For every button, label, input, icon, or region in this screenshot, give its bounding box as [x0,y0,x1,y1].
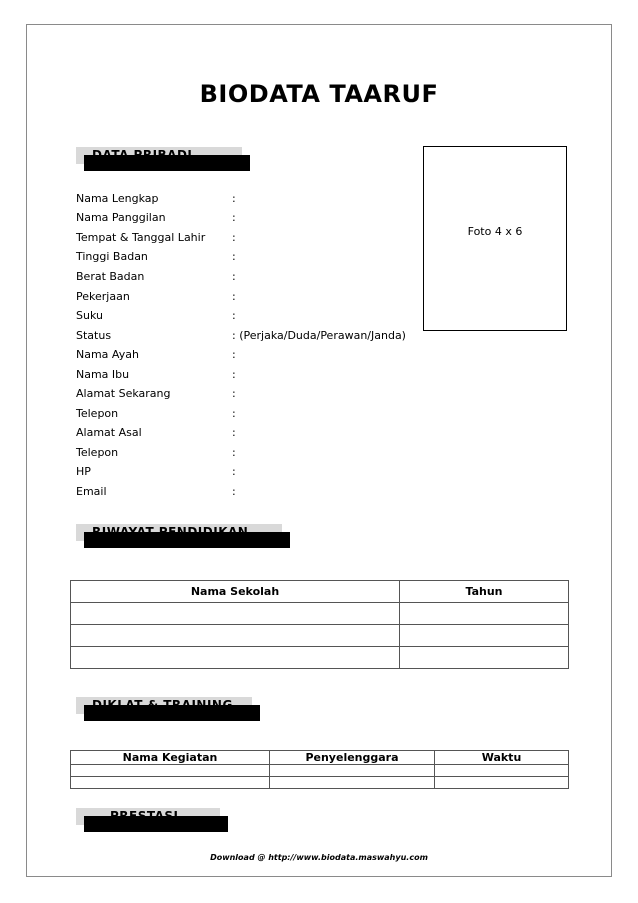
table-cell [435,777,569,789]
field-value: : [232,348,236,361]
field-value: : [232,446,236,459]
field-label: Berat Badan [76,270,145,283]
table-cell [400,647,569,669]
training-table [70,750,569,789]
table-row [71,625,569,647]
table-cell [400,625,569,647]
field-label: Email [76,485,107,498]
education-table [70,580,569,669]
field-value: : [232,211,236,224]
field-value: : [232,407,236,420]
table-cell [435,765,569,777]
photo-label: Foto 4 x 6 [467,225,523,238]
field-value: : [232,192,236,205]
field-label: Alamat Sekarang [76,387,171,400]
table-cell [71,603,400,625]
field-label: HP [76,465,91,478]
field-value: : (Perjaka/Duda/Perawan/Janda) [232,329,406,342]
column-header-nama-sekolah: Nama Sekolah [71,581,400,603]
field-label: Nama Ayah [76,348,139,361]
table-header-row [71,581,569,603]
column-header-tahun: Tahun [400,581,569,603]
column-header-nama-kegiatan: Nama Kegiatan [71,751,270,765]
table-header-row [71,751,569,765]
field-label: Nama Lengkap [76,192,159,205]
field-label: Tinggi Badan [76,250,148,263]
field-label: Alamat Asal [76,426,142,439]
field-value: : [232,270,236,283]
table-cell [270,765,435,777]
photo-placeholder [423,146,567,331]
field-value: : [232,231,236,244]
field-label: Telepon [76,446,119,459]
page-title: BIODATA TAARUF [199,80,439,108]
footer-download-link[interactable]: Download @ http://www.biodata.maswahyu.com [210,853,428,862]
field-value: : [232,290,236,303]
table-cell [270,777,435,789]
field-value: : [232,368,236,381]
field-value: : [232,309,236,322]
redaction-bar [84,532,290,548]
table-row [71,647,569,669]
field-value: : [232,426,236,439]
column-header-penyelenggara: Penyelenggara [270,751,435,765]
field-label: Suku [76,309,103,322]
table-cell [71,625,400,647]
field-label: Nama Ibu [76,368,130,381]
redaction-bar [84,816,228,832]
table-cell [71,765,270,777]
table-cell [400,603,569,625]
field-label: Status [76,329,112,342]
table-cell [71,647,400,669]
field-label: Pekerjaan [76,290,130,303]
table-row [71,777,569,789]
field-label: Telepon [76,407,119,420]
field-value: : [232,485,236,498]
field-value: : [232,387,236,400]
field-label: Tempat & Tanggal Lahir [76,231,206,244]
table-row [71,765,569,777]
field-label: Nama Panggilan [76,211,166,224]
column-header-waktu: Waktu [435,751,569,765]
redaction-bar [84,705,260,721]
redaction-bar [84,155,250,171]
field-value: : [232,465,236,478]
table-row [71,603,569,625]
field-value: : [232,250,236,263]
table-cell [71,777,270,789]
